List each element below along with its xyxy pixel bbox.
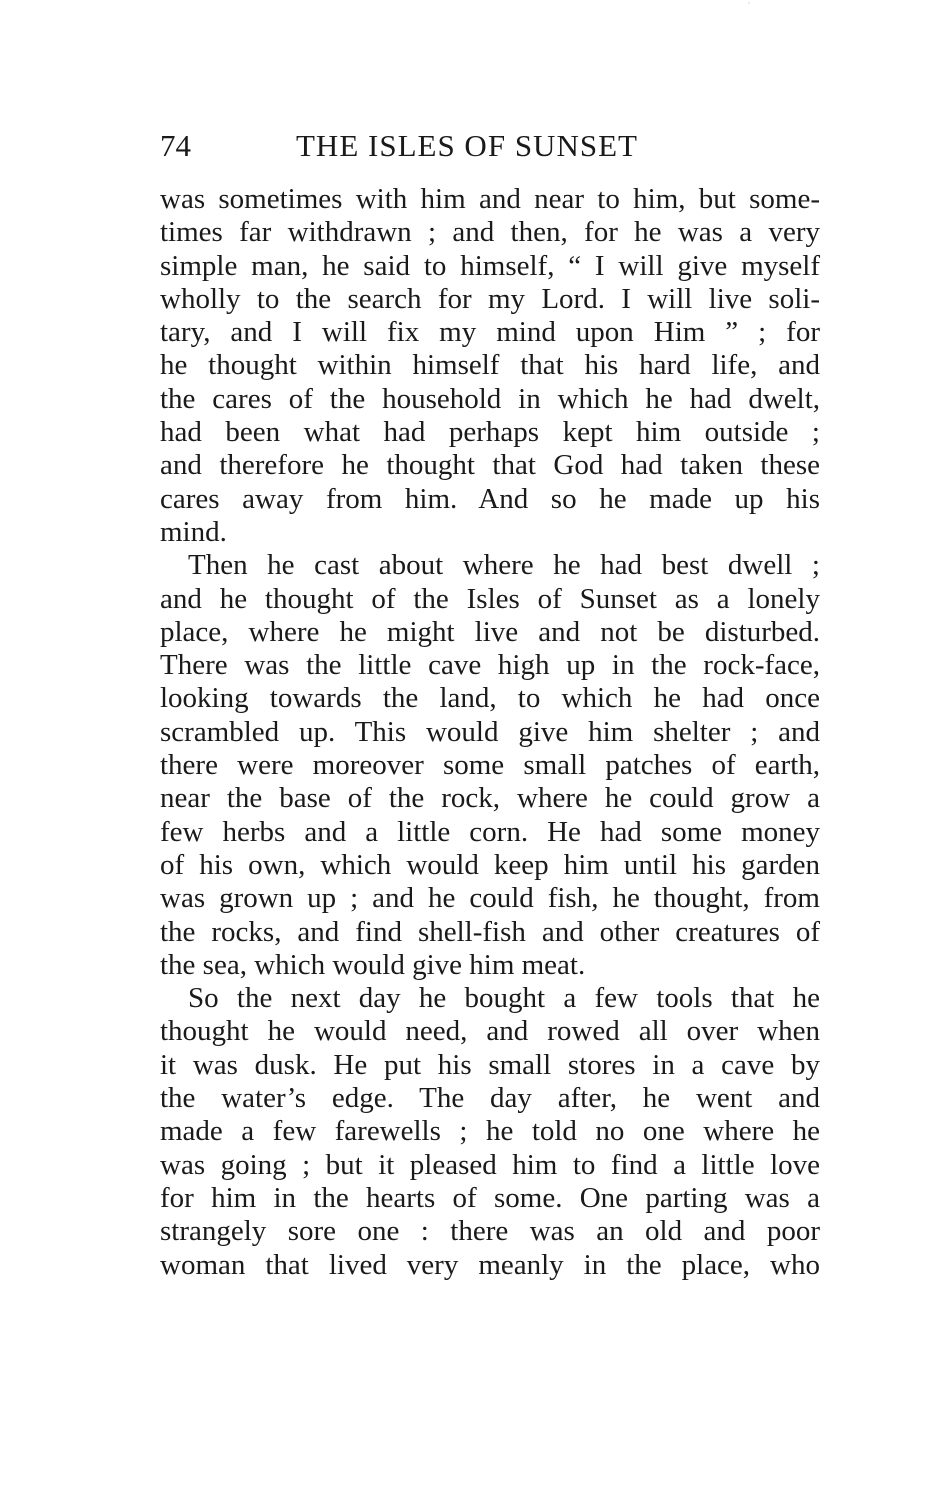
- text-line: was grown up ; and he could fish, he thought, from: [160, 882, 820, 915]
- text-line: was sometimes with him and near to him, but some-: [160, 183, 820, 215]
- page-header: [160, 124, 820, 168]
- text-line: looking towards the land, to which he had once: [160, 682, 820, 715]
- text-line: times far withdrawn ; and then, for he was a very: [160, 216, 820, 249]
- text-line: thought he would need, and rowed all over when: [160, 1015, 820, 1048]
- text-line: was going ; but it pleased him to find a little love: [160, 1148, 820, 1181]
- text-line: simple man, he said to himself, “ I will give myself: [160, 249, 820, 282]
- text-line: strangely sore one : there was an old and poor: [160, 1215, 820, 1248]
- text-line: near the base of the rock, where he could grow a: [160, 782, 820, 815]
- scan-speck: ʻ: [748, 2, 750, 8]
- text-line: and therefore he thought that God had taken these: [160, 449, 820, 482]
- body-text: [160, 183, 820, 1282]
- text-line: and he thought of the Isles of Sunset as a lonely: [160, 582, 820, 615]
- text-line: made a few farewells ; he told no one where he: [160, 1115, 820, 1148]
- page-number: 74: [160, 128, 191, 163]
- text-line: the sea, which would give him meat.: [160, 948, 586, 981]
- text-line: it was dusk. He put his small stores in a cave by: [160, 1048, 820, 1081]
- text-line: for him in the hearts of some. One parting was a: [160, 1181, 820, 1214]
- text-line: Then he cast about where he had best dwell ;: [188, 549, 820, 582]
- text-line: place, where he might live and not be disturbed.: [160, 615, 820, 648]
- text-line: of his own, which would keep him until his garden: [160, 848, 820, 881]
- text-line: he thought within himself that his hard life, and: [160, 349, 820, 382]
- text-line: tary, and I will fix my mind upon Him ” ; for: [160, 316, 820, 349]
- text-line: So the next day he bought a few tools that he: [188, 982, 820, 1015]
- text-line: there were moreover some small patches of earth,: [160, 749, 820, 782]
- text-line: mind.: [160, 515, 227, 548]
- text-line: had been what had perhaps kept him outside ;: [160, 416, 820, 449]
- text-line: the water’s edge. The day after, he went and: [160, 1082, 820, 1115]
- text-line: woman that lived very meanly in the place, who: [160, 1248, 820, 1281]
- text-line: scrambled up. This would give him shelter ; and: [160, 715, 820, 748]
- text-line: the cares of the household in which he had dwelt,: [160, 382, 820, 415]
- text-line: There was the little cave high up in the rock-face,: [160, 649, 820, 682]
- text-line: cares away from him. And so he made up his: [160, 482, 820, 515]
- text-line: wholly to the search for my Lord. I will live soli-: [160, 282, 820, 315]
- text-line: the rocks, and find shell-fish and other creatures of: [160, 915, 820, 948]
- running-title: THE ISLES OF SUNSET: [296, 128, 638, 163]
- text-line: few herbs and a little corn. He had some money: [160, 815, 820, 848]
